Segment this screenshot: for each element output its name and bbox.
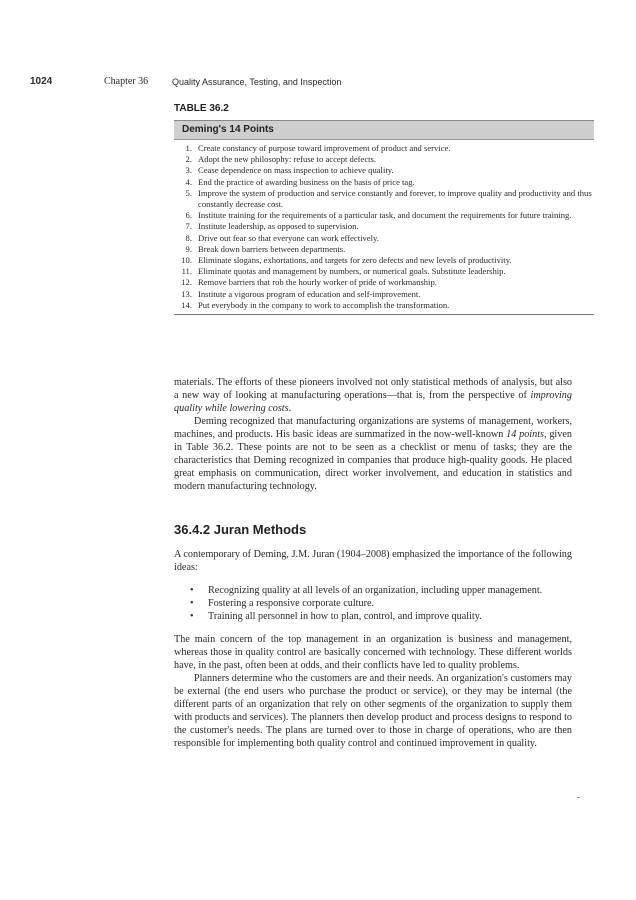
point-text: Improve the system of production and service constantly and forever, to improve quality and productivity and thus constantly decrease cost. (198, 187, 592, 210)
point-item (174, 289, 594, 300)
bullet-text: Fostering a responsive corporate culture. (208, 598, 375, 609)
paragraph-efforts: materials. The efforts of these pioneers involved not only statistical methods of analysis, but also a new way of looking at manufacturing operations—that is, from the perspective of improving quality while lowering costs. (174, 377, 572, 414)
point-number: 8. (185, 232, 192, 243)
body-text-lower (174, 548, 572, 750)
point-number: 12. (181, 277, 192, 288)
chapter-title: Quality Assurance, Testing, and Inspection (172, 77, 342, 87)
section-intro: A contemporary of Deming, J.M. Juran (1904–2008) emphasized the importance of the following ideas: (174, 549, 572, 573)
paragraph-deming: Deming recognized that manufacturing organizations are systems of management, workers, machines, and products. His basic ideas are summarized in the now-well-known 14 points, given in Table 36.2. These points are not to be seen as a checklist or menu of tasks; they are the characteristics that Deming recognized in companies that produce high-quality goods. He placed great emphasis on communication, direct worker involvement, and education in statistics and modern manufacturing technology. (174, 416, 572, 492)
point-item (174, 177, 594, 188)
emphasis: improving quality while lowering costs (174, 390, 572, 414)
paragraph-management: The main concern of the top management in an organization is business and management, whereas those in quality control are basically concerned with technology. These different worlds have, in the past, often been at odds, and their conflicts have led to quality problems. (174, 634, 572, 671)
point-item (174, 277, 594, 288)
point-item (174, 165, 594, 176)
point-item (174, 154, 594, 165)
page-number: 1024 (30, 76, 53, 87)
point-number: 4. (185, 176, 192, 187)
point-item (174, 221, 594, 232)
point-item (174, 233, 594, 244)
chapter-label: Chapter 36 (104, 76, 149, 87)
point-text: Break down barriers between departments. (198, 243, 346, 254)
point-number: 1. (185, 143, 192, 153)
point-number: 6. (185, 210, 192, 221)
point-number: 9. (185, 243, 192, 254)
point-number: 14. (181, 299, 192, 310)
bullet-item (174, 610, 572, 623)
point-number: 13. (181, 288, 192, 299)
point-text: End the practice of awarding business on the basis of price tag. (198, 176, 415, 187)
bullet-text: Recognizing quality at all levels of an organization, including upper management. (208, 585, 543, 596)
point-text: Remove barriers that rob the hourly worker of pride of workmanship. (198, 277, 437, 288)
point-text: Cease dependence on mass inspection to achieve quality. (198, 165, 394, 176)
bullet-icon: • (190, 585, 194, 596)
point-text: Adopt the new philosophy: refuse to accept defects. (198, 154, 377, 165)
table-bottom-rule (174, 314, 594, 315)
bullet-icon: • (190, 611, 194, 622)
paragraph-planners: Planners determine who the customers are and their needs. An organization's customers may be external (the end users who purchase the product or service), or they may be internal (the different parts of an organization that rely on other segments of the organization to supply them with products and services). The planners then develop product and process designs to respond to the customer's needs. The plans are turned over to those in charge of operations, who are then responsible for implementing both quality control and continued improvement in quality. (174, 673, 572, 749)
point-number: 11. (181, 266, 192, 277)
point-item (174, 266, 594, 277)
point-number: 10. (181, 255, 192, 266)
point-number: 5. (185, 187, 192, 198)
point-item (174, 188, 594, 210)
point-text: Drive out fear so that everyone can work effectively. (198, 232, 379, 243)
point-text: Create constancy of purpose toward improvement of product and service. (198, 143, 451, 153)
point-number: 3. (185, 165, 192, 176)
bullet-icon: • (190, 598, 194, 609)
section-heading: 36.4.2 Juran Methods (174, 522, 307, 537)
point-item (174, 255, 594, 266)
point-text: Eliminate quotas and management by numbers, or numerical goals. Substitute leadership. (198, 266, 506, 277)
table-header: Deming's 14 Points (174, 120, 594, 140)
point-text: Institute training for the requirements of a particular task, and document the requirements for future training. (198, 210, 572, 221)
demings-points-table (174, 103, 594, 315)
emphasis: 14 points (506, 429, 545, 440)
point-text: Institute a vigorous program of education and self-improvement. (198, 288, 421, 299)
bullet-list (174, 584, 572, 623)
point-item (174, 300, 594, 311)
point-text: Eliminate slogans, exhortations, and targets for zero defects and new levels of productivity. (198, 255, 512, 266)
point-number: 2. (185, 154, 192, 165)
body-text-upper (174, 376, 572, 493)
point-text: Put everybody in the company to work to accomplish the transformation. (198, 299, 450, 310)
point-item (174, 143, 594, 154)
table-label: TABLE 36.2 (174, 103, 229, 114)
bullet-item (174, 597, 572, 610)
point-number: 7. (185, 221, 192, 232)
page-mark (577, 797, 580, 798)
point-item (174, 210, 594, 221)
bullet-item (174, 584, 572, 597)
bullet-text: Training all personnel in how to plan, control, and improve quality. (208, 611, 482, 622)
point-text: Institute leadership, as opposed to supervision. (198, 221, 359, 232)
points-list (174, 143, 594, 311)
point-item (174, 244, 594, 255)
